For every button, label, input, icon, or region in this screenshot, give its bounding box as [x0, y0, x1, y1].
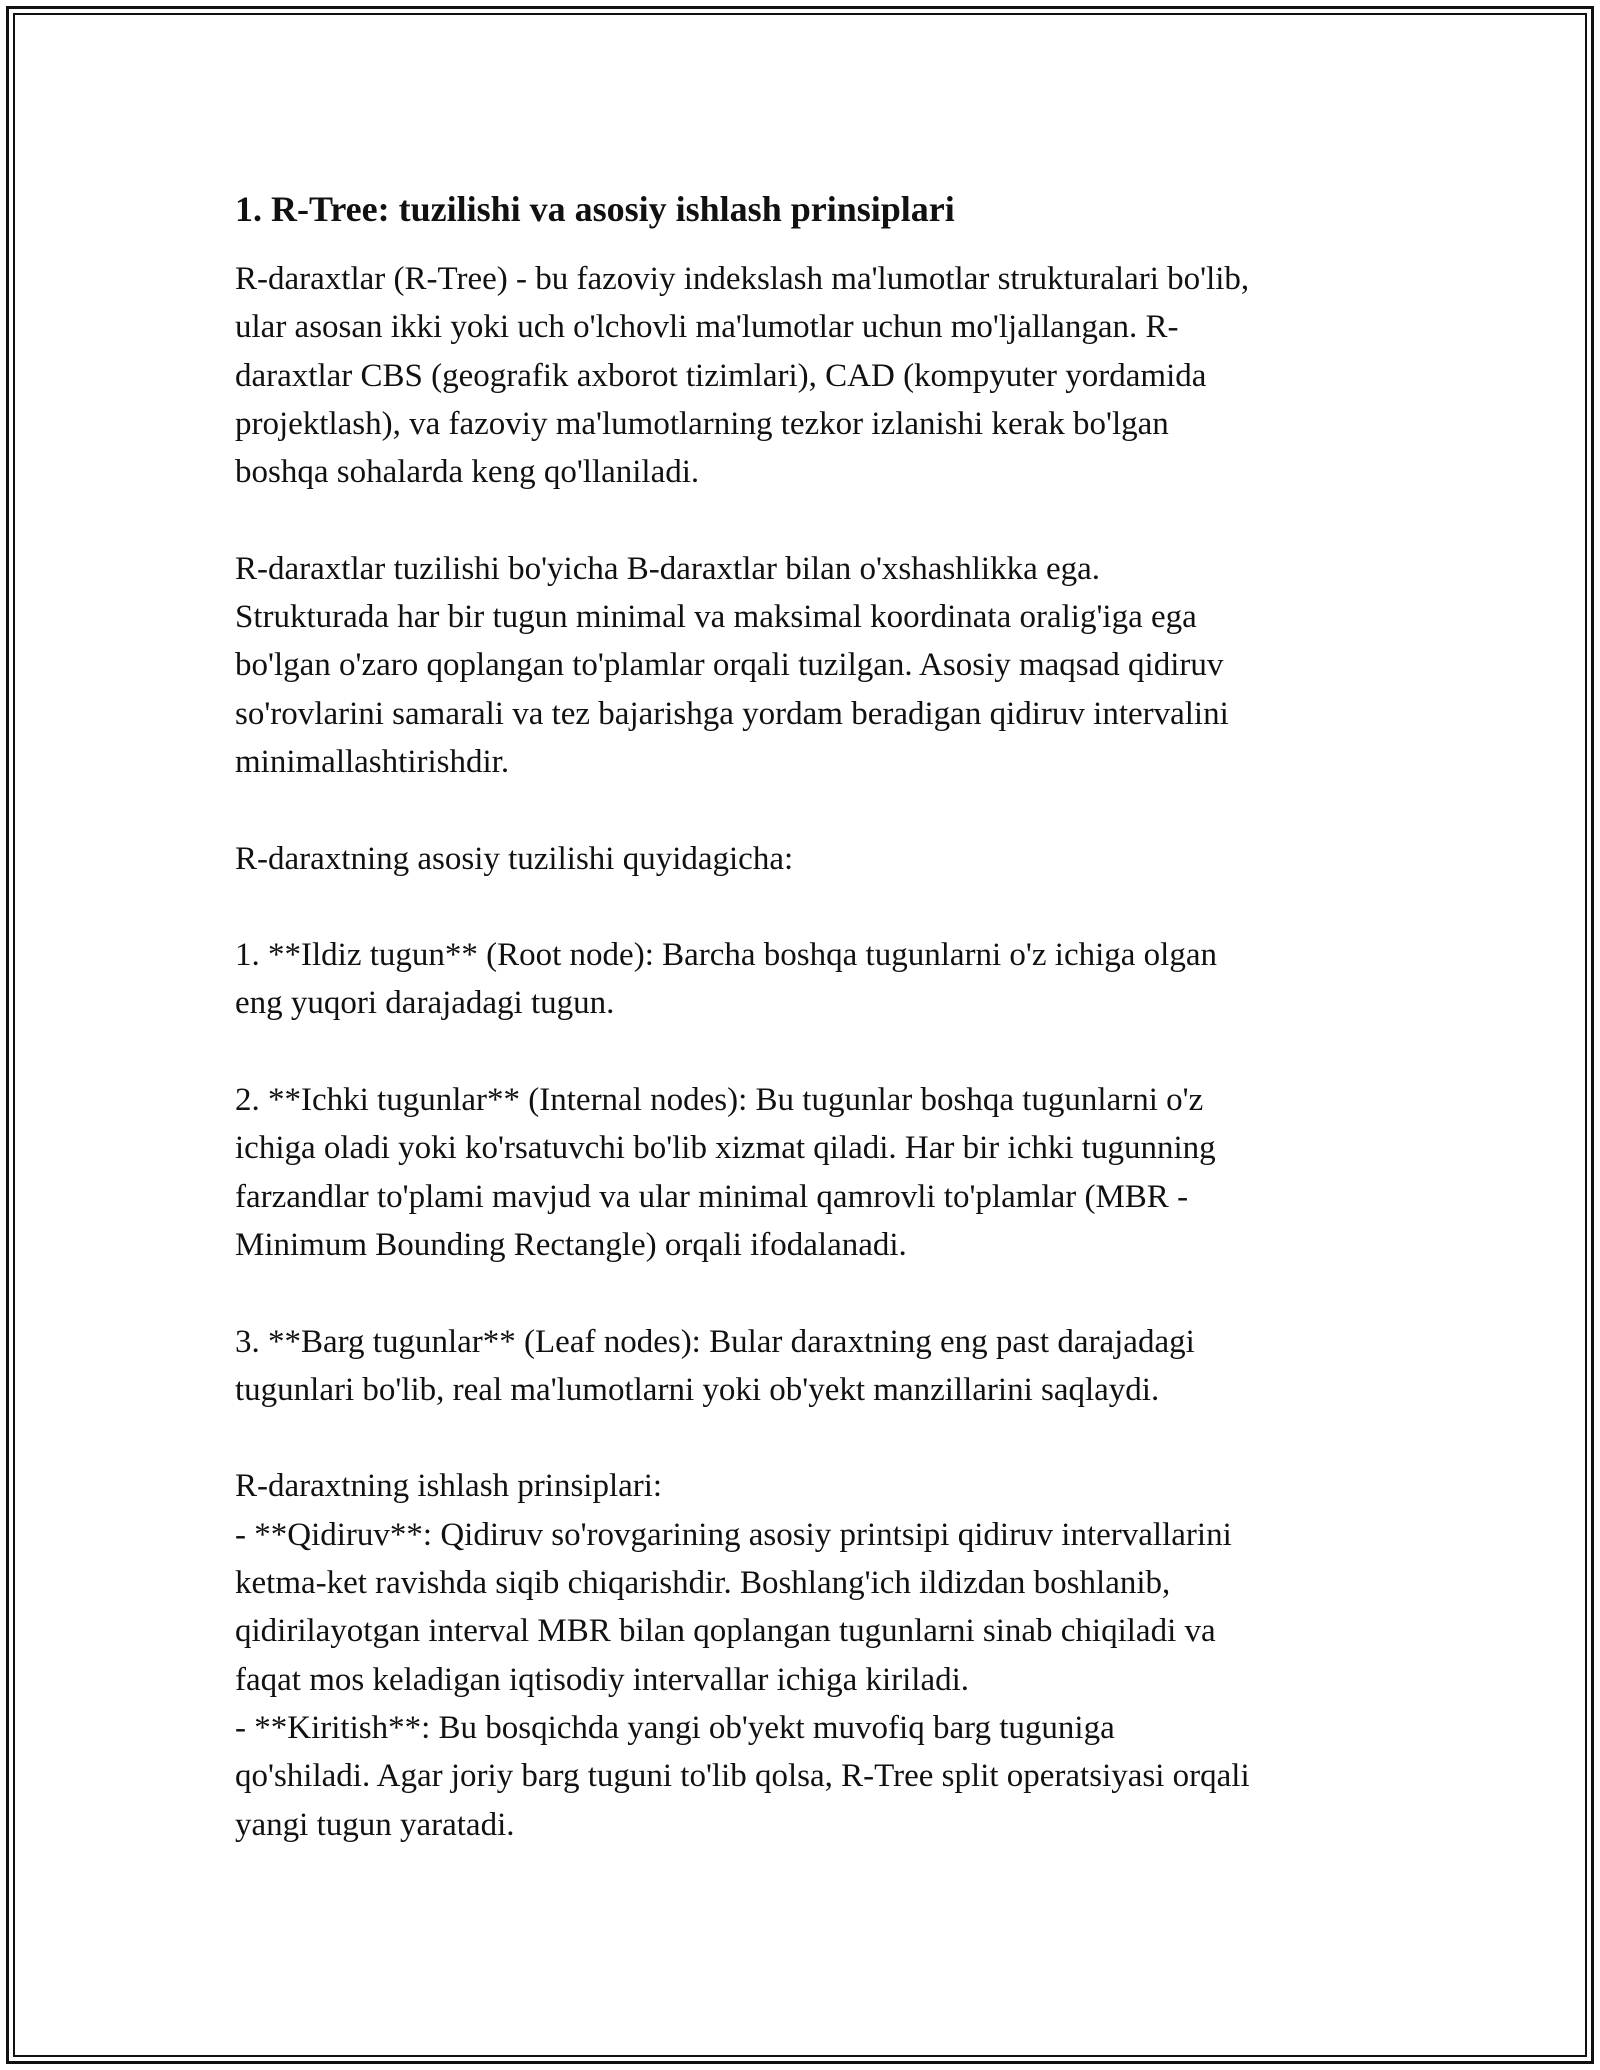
paragraph-spacer: [235, 1028, 1385, 1076]
text-line: - **Kiritish**: Bu bosqichda yangi ob'yekt muvofiq barg tuguniga: [235, 1709, 1115, 1746]
text-line: 1. **Ildiz tugun** (Root node): Barcha boshqa tugunlarni o'z ichiga olgan: [235, 937, 1217, 974]
text-line: qidirilayotgan interval MBR bilan qoplangan tugunlarni sinab chiqiladi va: [235, 1613, 1216, 1650]
document-body: [235, 185, 1385, 1849]
paragraph-principles: [235, 1462, 1385, 1848]
text-line: - **Qidiruv**: Qidiruv so'rovgarining asosiy printsipi qidiruv intervallarini: [235, 1516, 1232, 1553]
paragraph-spacer: [235, 496, 1385, 544]
text-line: eng yuqori darajadagi tugun.: [235, 985, 615, 1022]
paragraph-spacer: [235, 786, 1385, 834]
text-line: 3. **Barg tugunlar** (Leaf nodes): Bular daraxtning eng past darajadagi: [235, 1323, 1195, 1360]
text-line: R-daraxtning asosiy tuzilishi quyidagicha:: [235, 840, 794, 877]
text-line: tugunlari bo'lib, real ma'lumotlarni yoki ob'yekt manzillarini saqlaydi.: [235, 1371, 1160, 1408]
text-line: farzandlar to'plami mavjud va ular minimal qamrovli to'plamlar (MBR -: [235, 1178, 1189, 1215]
paragraph-intro: [235, 255, 1385, 496]
text-line: 2. **Ichki tugunlar** (Internal nodes): Bu tugunlar boshqa tugunlarni o'z: [235, 1082, 1204, 1119]
text-line: minimallashtirishdir.: [235, 743, 510, 780]
text-line: yangi tugun yaratadi.: [235, 1806, 515, 1843]
text-line: ketma-ket ravishda siqib chiqarishdir. Boshlang'ich ildizdan boshlanib,: [235, 1565, 1171, 1602]
paragraph-spacer: [235, 883, 1385, 931]
document-title: 1. R-Tree: tuzilishi va asosiy ishlash prinsiplari: [235, 189, 955, 229]
paragraph-spacer: [235, 1269, 1385, 1317]
text-line: ichiga oladi yoki ko'rsatuvchi bo'lib xizmat qiladi. Har bir ichki tugunning: [235, 1130, 1216, 1167]
text-line: boshqa sohalarda keng qo'llaniladi.: [235, 454, 700, 491]
paragraph-root-node: [235, 931, 1385, 1028]
paragraph-spacer: [235, 1414, 1385, 1462]
paragraph-internal-nodes: [235, 1076, 1385, 1269]
text-line: projektlash), va fazoviy ma'lumotlarning tezkor izlanishi kerak bo'lgan: [235, 405, 1169, 442]
text-line: R-daraxtlar tuzilishi bo'yicha B-daraxtlar bilan o'xshashlikka ega.: [235, 550, 1101, 587]
text-line: Minimum Bounding Rectangle) orqali ifodalanadi.: [235, 1226, 907, 1263]
text-line: R-daraxtlar (R-Tree) - bu fazoviy indekslash ma'lumotlar strukturalari bo'lib,: [235, 261, 1250, 297]
paragraph-structure-heading: [235, 835, 1385, 883]
paragraph-structure: [235, 545, 1385, 786]
text-line: bo'lgan o'zaro qoplangan to'plamlar orqali tuzilgan. Asosiy maqsad qidiruv: [235, 647, 1224, 684]
text-line: ular asosan ikki yoki uch o'lchovli ma'lumotlar uchun mo'ljallangan. R-: [235, 309, 1179, 346]
paragraph-leaf-nodes: [235, 1318, 1385, 1415]
text-line: qo'shiladi. Agar joriy barg tuguni to'lib qolsa, R-Tree split operatsiyasi orqali: [235, 1758, 1250, 1795]
text-line: Strukturada har bir tugun minimal va maksimal koordinata oralig'iga ega: [235, 599, 1197, 636]
text-line: so'rovlarini samarali va tez bajarishga yordam beradigan qidiruv intervalini: [235, 695, 1229, 732]
text-line: daraxtlar CBS (geografik axborot tizimlari), CAD (kompyuter yordamida: [235, 357, 1207, 394]
text-line: faqat mos keladigan iqtisodiy intervallar ichiga kiriladi.: [235, 1661, 970, 1698]
text-line: R-daraxtning ishlash prinsiplari:: [235, 1468, 663, 1505]
